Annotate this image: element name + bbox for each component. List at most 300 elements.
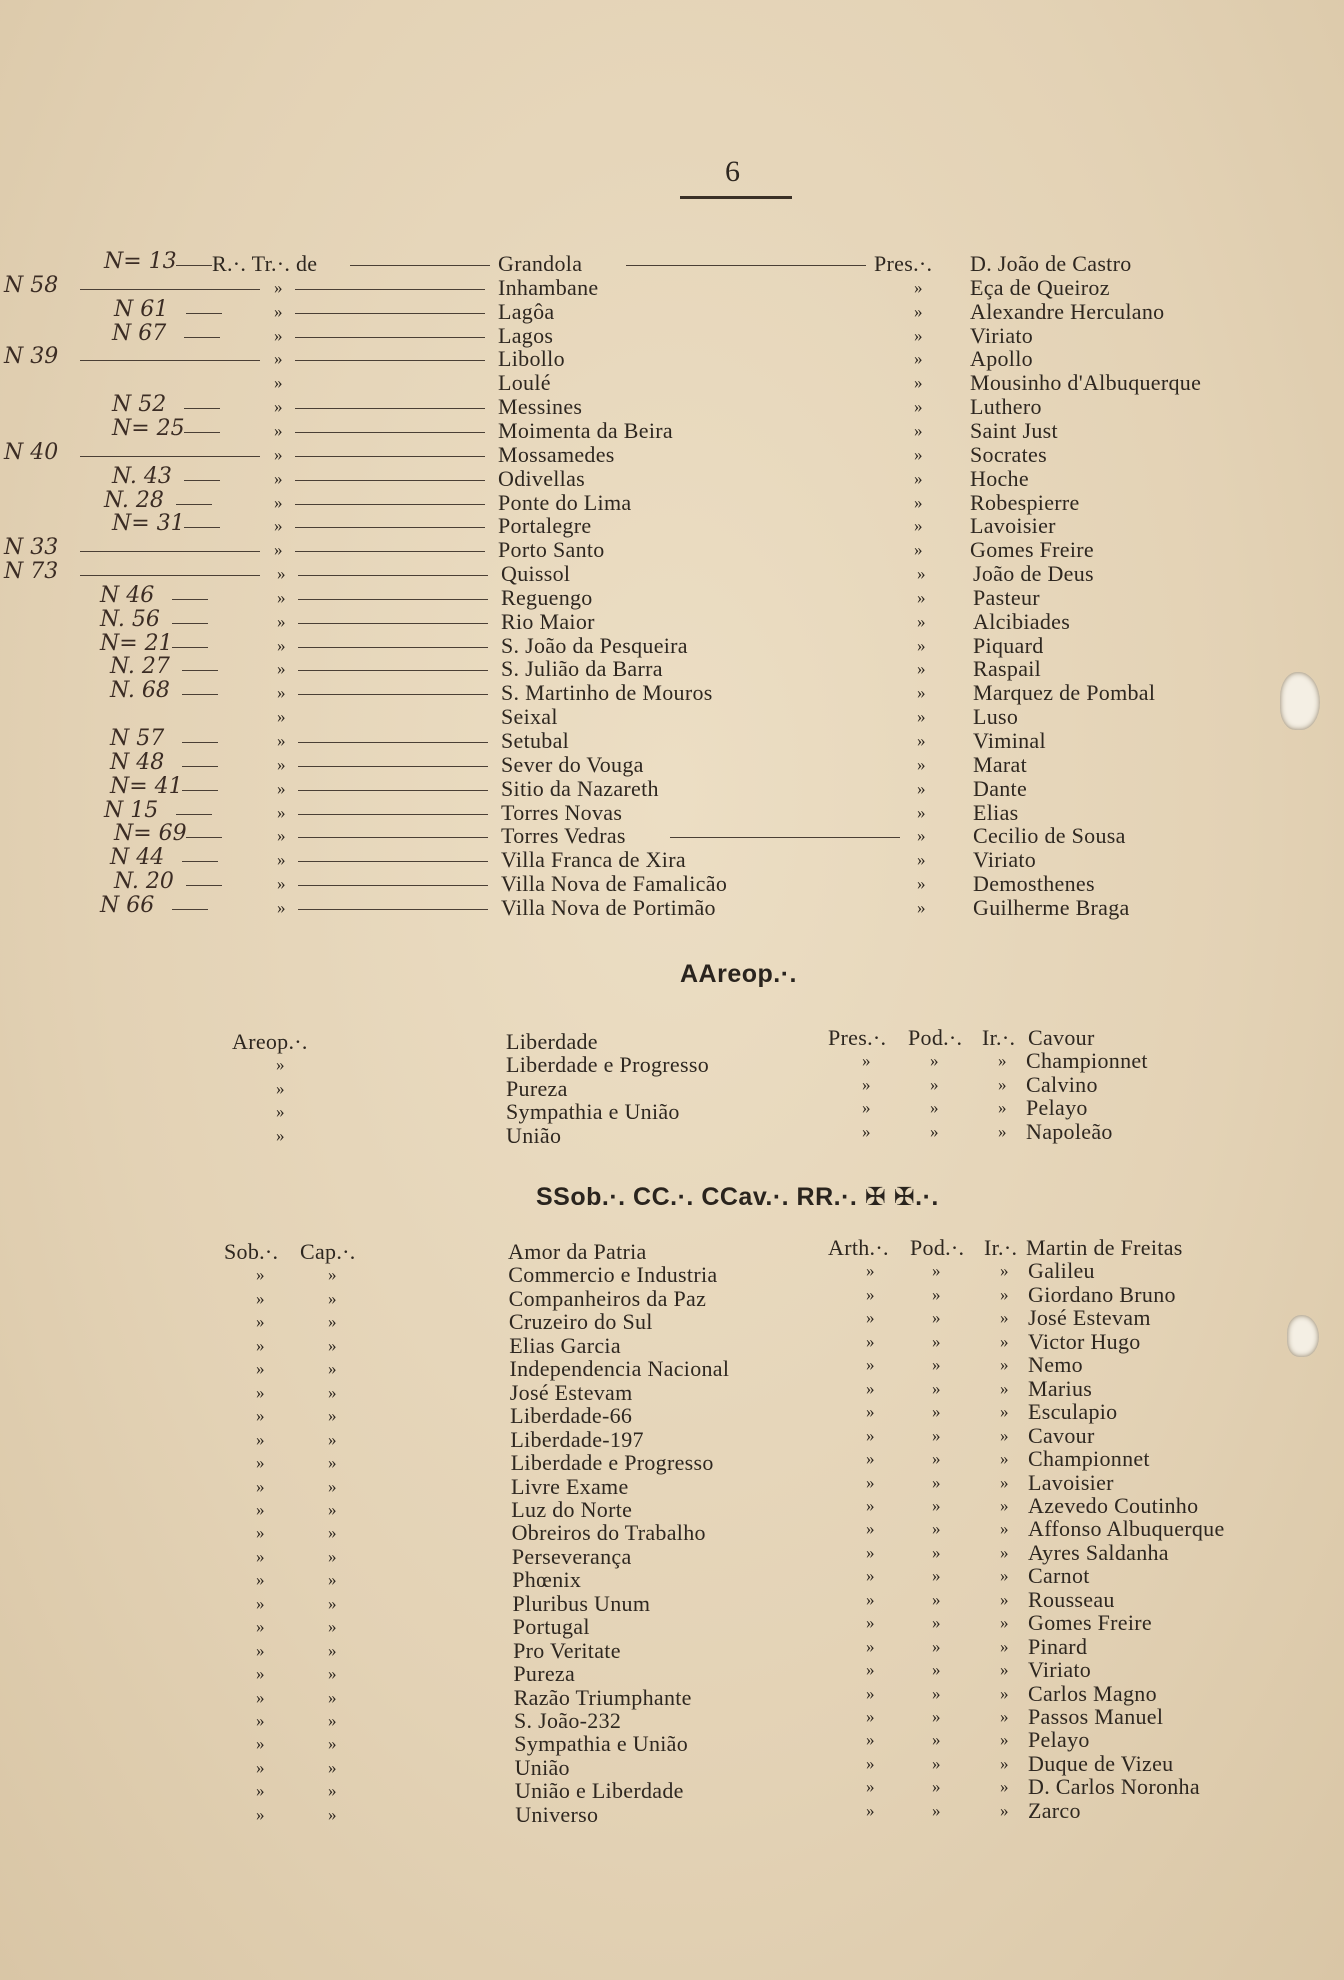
ditto-mark: »: [914, 349, 923, 368]
ditto-mark: »: [932, 1426, 941, 1445]
areop-lodge: Liberdade e Progresso: [506, 1052, 710, 1077]
ditto-mark: »: [932, 1449, 941, 1468]
ditto-mark: »: [930, 1098, 939, 1117]
ditto-mark: »: [1000, 1684, 1009, 1703]
ditto-mark: »: [256, 1289, 265, 1308]
chapter-person: Zarco: [1028, 1798, 1081, 1823]
ditto-mark: »: [914, 326, 923, 345]
ditto-mark: »: [328, 1664, 337, 1683]
leader-line: [298, 814, 488, 815]
leader-line: [298, 790, 488, 791]
ditto-mark: »: [277, 898, 286, 917]
chapter-lodge: Pluribus Unum: [512, 1591, 651, 1616]
ditto-mark: »: [276, 1055, 285, 1074]
ditto-mark: »: [866, 1730, 875, 1749]
lodge-place: Porto Santo: [498, 537, 605, 562]
ditto-mark: »: [328, 1383, 337, 1402]
ditto-mark: »: [932, 1754, 941, 1773]
leader-line: [295, 551, 485, 552]
ditto-mark: »: [866, 1566, 875, 1585]
areop-person: Napoleão: [1026, 1119, 1113, 1144]
ditto-mark: »: [328, 1805, 337, 1824]
chapter-lodge: Livre Exame: [511, 1474, 629, 1499]
ditto-mark: »: [256, 1477, 265, 1496]
lodge-header-label: R.·. Tr.·. de: [212, 251, 318, 276]
leader-line: [298, 575, 488, 576]
ditto-mark: »: [328, 1453, 337, 1472]
ditto-mark: »: [932, 1473, 941, 1492]
ditto-mark: »: [1000, 1496, 1009, 1515]
ditto-mark: »: [932, 1543, 941, 1562]
ditto-mark: »: [328, 1758, 337, 1777]
handwritten-number: N= 31: [112, 511, 185, 536]
leader-line: [298, 909, 488, 910]
pres-label: Pres.·.: [828, 1025, 887, 1050]
ditto-mark: »: [917, 659, 926, 678]
lodge-place: Sitio da Nazareth: [501, 776, 659, 801]
ditto-mark: »: [866, 1285, 875, 1304]
page-number-rule: [680, 196, 792, 199]
cap-label: Cap.·.: [300, 1239, 356, 1264]
leader-line: [295, 360, 485, 361]
areop-lodge: Liberdade: [506, 1029, 598, 1054]
leader-line: [80, 360, 260, 361]
ditto-mark: »: [930, 1075, 939, 1094]
ditto-mark: »: [932, 1285, 941, 1304]
ditto-mark: »: [328, 1617, 337, 1636]
chapter-person: José Estevam: [1028, 1305, 1151, 1330]
ditto-mark: »: [1000, 1754, 1009, 1773]
ditto-mark: »: [1000, 1308, 1009, 1327]
pod-label: Pod.·.: [910, 1235, 965, 1260]
ditto-mark: »: [256, 1688, 265, 1707]
ditto-mark: »: [866, 1777, 875, 1796]
chapter-lodge: Liberdade-66: [510, 1403, 633, 1428]
chapter-lodge: José Estevam: [509, 1380, 633, 1405]
arth-label: Arth.·.: [828, 1235, 889, 1260]
ditto-mark: »: [256, 1406, 265, 1425]
ditto-mark: »: [930, 1122, 939, 1141]
lodge-name: D. João de Castro: [970, 251, 1132, 276]
lodge-name: Hoche: [970, 466, 1029, 491]
handwritten-number-margin: N 40: [4, 440, 59, 465]
areop-person: Calvino: [1026, 1072, 1098, 1097]
lodge-name: Dante: [973, 776, 1028, 801]
ditto-mark: »: [866, 1426, 875, 1445]
lodge-place: Villa Nova de Famalicão: [501, 871, 728, 896]
ditto-mark: »: [932, 1519, 941, 1538]
leader-line: [295, 504, 485, 505]
leader-line: [670, 837, 900, 838]
lodge-name: Saint Just: [970, 418, 1058, 443]
ditto-mark: »: [914, 302, 923, 321]
ditto-mark: »: [1000, 1379, 1009, 1398]
chapter-person: Duque de Vizeu: [1028, 1751, 1174, 1776]
ditto-mark: »: [328, 1523, 337, 1542]
lodge-name: Eça de Queiroz: [970, 275, 1110, 300]
handwritten-number: N 66: [100, 893, 155, 918]
ditto-mark: »: [256, 1734, 265, 1753]
chapter-person: Rousseau: [1028, 1587, 1115, 1612]
ditto-mark: »: [932, 1613, 941, 1632]
ditto-mark: »: [274, 397, 283, 416]
handwritten-number: N= 69: [114, 821, 187, 846]
ditto-mark: »: [914, 278, 923, 297]
handwritten-number: N= 21: [100, 631, 173, 656]
ditto-mark: »: [256, 1265, 265, 1284]
areop-heading: AAreop.·.: [680, 960, 797, 988]
areop-person: Championnet: [1026, 1048, 1148, 1073]
ditto-mark: »: [866, 1707, 875, 1726]
chapter-person: Victor Hugo: [1028, 1329, 1141, 1354]
ditto-mark: »: [866, 1402, 875, 1421]
ditto-mark: »: [274, 516, 283, 535]
ditto-mark: »: [1000, 1449, 1009, 1468]
lodge-place: Libollo: [498, 346, 565, 371]
ditto-mark: »: [256, 1383, 265, 1402]
chapter-person: Gomes Freire: [1028, 1610, 1152, 1635]
leader-line: [295, 456, 485, 457]
ditto-mark: »: [862, 1051, 871, 1070]
lodge-name: Guilherme Braga: [973, 895, 1130, 920]
ditto-mark: »: [917, 850, 926, 869]
ditto-mark: »: [866, 1332, 875, 1351]
chapter-lodge: Cruzeiro do Sul: [508, 1309, 653, 1334]
ditto-mark: »: [277, 755, 286, 774]
ditto-mark: »: [914, 397, 923, 416]
handwritten-number-margin: N 58: [4, 273, 59, 298]
lodge-place: Odivellas: [498, 466, 586, 491]
lodge-name: Mousinho d'Albuquerque: [970, 370, 1202, 395]
ditto-mark: »: [866, 1660, 875, 1679]
leader-line: [80, 456, 260, 457]
ditto-mark: »: [932, 1332, 941, 1351]
leader-line: [186, 837, 222, 838]
chapter-person: Pinard: [1028, 1634, 1088, 1659]
ditto-mark: »: [256, 1594, 265, 1613]
lodge-place: Setubal: [501, 728, 570, 753]
ditto-mark: »: [274, 421, 283, 440]
chapter-lodge: Liberdade e Progresso: [510, 1450, 714, 1475]
leader-line: [176, 814, 212, 815]
ditto-mark: »: [256, 1758, 265, 1777]
handwritten-number: N= 41: [110, 774, 183, 799]
lodge-name: Luthero: [970, 394, 1042, 419]
ditto-mark: »: [277, 850, 286, 869]
ditto-mark: »: [276, 1079, 285, 1098]
leader-line: [182, 861, 218, 862]
ditto-mark: »: [256, 1523, 265, 1542]
ditto-mark: »: [256, 1711, 265, 1730]
leader-line: [184, 480, 220, 481]
ditto-mark: »: [866, 1379, 875, 1398]
lodge-name: Lavoisier: [970, 513, 1056, 538]
handwritten-number: N. 28: [104, 488, 164, 513]
handwritten-number: N= 13: [104, 249, 177, 274]
handwritten-number: N 15: [104, 798, 159, 823]
ditto-mark: »: [917, 612, 926, 631]
chapter-lodge: S. João-232: [514, 1708, 622, 1733]
ditto-mark: »: [277, 731, 286, 750]
ditto-mark: »: [917, 826, 926, 845]
ditto-mark: »: [917, 755, 926, 774]
ditto-mark: »: [866, 1754, 875, 1773]
chapter-person: Affonso Albuquerque: [1028, 1516, 1225, 1541]
chapter-lodge: Sympathia e União: [514, 1731, 689, 1756]
leader-line: [295, 480, 485, 481]
chapter-person: Galileu: [1028, 1258, 1095, 1283]
lodge-place: Ponte do Lima: [498, 490, 632, 515]
handwritten-number: N 67: [112, 321, 167, 346]
ditto-mark: »: [932, 1379, 941, 1398]
chapter-lodge: Companheiros da Paz: [508, 1286, 707, 1311]
chapter-lodge: Portugal: [512, 1614, 590, 1639]
ditto-mark: »: [866, 1473, 875, 1492]
leader-line: [295, 527, 485, 528]
leader-line: [182, 790, 218, 791]
ditto-mark: »: [917, 683, 926, 702]
chapter-person: D. Carlos Noronha: [1028, 1774, 1200, 1799]
ditto-mark: »: [932, 1355, 941, 1374]
ditto-mark: »: [932, 1777, 941, 1796]
ditto-mark: »: [328, 1641, 337, 1660]
ir-label: Ir.·.: [982, 1025, 1016, 1050]
ditto-mark: »: [932, 1684, 941, 1703]
handwritten-number: N 57: [110, 726, 165, 751]
leader-line: [298, 885, 488, 886]
lodge-name: Marquez de Pombal: [973, 680, 1156, 705]
ditto-mark: »: [274, 302, 283, 321]
pod-label: Pod.·.: [908, 1025, 963, 1050]
ditto-mark: »: [256, 1781, 265, 1800]
ditto-mark: »: [1000, 1261, 1009, 1280]
ditto-mark: »: [917, 898, 926, 917]
ditto-mark: »: [328, 1477, 337, 1496]
ditto-mark: »: [866, 1684, 875, 1703]
leader-line: [184, 337, 220, 338]
ditto-mark: »: [277, 588, 286, 607]
ditto-mark: »: [274, 373, 283, 392]
handwritten-number: N 48: [110, 750, 165, 775]
chapter-person: Azevedo Coutinho: [1028, 1493, 1199, 1518]
leader-line: [182, 670, 218, 671]
areop-label: Areop.·.: [232, 1029, 308, 1054]
ditto-mark: »: [277, 874, 286, 893]
chapter-lodge: Obreiros do Trabalho: [511, 1520, 706, 1545]
lodge-name: Socrates: [970, 442, 1047, 467]
ditto-mark: »: [277, 803, 286, 822]
ditto-mark: »: [1000, 1285, 1009, 1304]
ditto-mark: »: [256, 1500, 265, 1519]
ditto-mark: »: [256, 1359, 265, 1378]
chapter-person: Viriato: [1028, 1657, 1092, 1682]
ditto-mark: »: [1000, 1519, 1009, 1538]
ditto-mark: »: [866, 1308, 875, 1327]
pres-label: Pres.·.: [874, 251, 933, 276]
lodge-place: Moimenta da Beira: [498, 418, 673, 443]
ditto-mark: »: [914, 540, 923, 559]
handwritten-number: N 44: [110, 845, 165, 870]
ditto-mark: »: [328, 1734, 337, 1753]
ditto-mark: »: [1000, 1402, 1009, 1421]
ditto-mark: »: [932, 1660, 941, 1679]
handwritten-number: N. 43: [112, 464, 172, 489]
chapter-lodge: Pureza: [513, 1661, 576, 1686]
page-number: 6: [725, 155, 740, 188]
chapter-lodge: Pro Veritate: [513, 1638, 621, 1663]
lodge-name: Piquard: [973, 633, 1044, 658]
ditto-mark: »: [1000, 1590, 1009, 1609]
handwritten-number: N 52: [112, 392, 167, 417]
ditto-mark: »: [277, 683, 286, 702]
sob-label: Sob.·.: [224, 1239, 279, 1264]
ditto-mark: »: [277, 707, 286, 726]
leader-line: [184, 527, 220, 528]
lodge-place: Inhambane: [498, 275, 599, 300]
ir-label: Ir.·.: [984, 1235, 1018, 1260]
handwritten-number: N. 56: [100, 607, 160, 632]
lodge-name: Viminal: [973, 728, 1046, 753]
chapter-lodge: Commercio e Industria: [508, 1262, 718, 1287]
ditto-mark: »: [917, 707, 926, 726]
ditto-mark: »: [328, 1781, 337, 1800]
ditto-mark: »: [1000, 1637, 1009, 1656]
ditto-mark: »: [274, 326, 283, 345]
ditto-mark: »: [256, 1664, 265, 1683]
leader-line: [295, 337, 485, 338]
ditto-mark: »: [276, 1102, 285, 1121]
ditto-mark: »: [914, 373, 923, 392]
ditto-mark: »: [866, 1590, 875, 1609]
chapter-lodge: Perseverança: [511, 1544, 632, 1569]
ditto-mark: »: [998, 1051, 1007, 1070]
ditto-mark: »: [932, 1566, 941, 1585]
ditto-mark: »: [328, 1359, 337, 1378]
ditto-mark: »: [1000, 1332, 1009, 1351]
leader-line: [182, 694, 218, 695]
lodge-name: Cecilio de Sousa: [973, 823, 1126, 848]
ditto-mark: »: [917, 564, 926, 583]
leader-line: [186, 885, 222, 886]
ditto-mark: »: [1000, 1355, 1009, 1374]
chapter-lodge: Liberdade-197: [510, 1427, 644, 1452]
areop-person: Cavour: [1028, 1025, 1095, 1050]
ditto-mark: »: [277, 564, 286, 583]
lodge-place: Grandola: [498, 251, 583, 276]
ditto-mark: »: [256, 1805, 265, 1824]
handwritten-number-margin: N 39: [4, 344, 59, 369]
lodge-name: Raspail: [973, 656, 1042, 681]
ditto-mark: »: [277, 826, 286, 845]
leader-line: [186, 313, 222, 314]
ditto-mark: »: [1000, 1543, 1009, 1562]
lodge-place: Mossamedes: [498, 442, 615, 467]
handwritten-number: N. 27: [110, 654, 170, 679]
ditto-mark: »: [862, 1075, 871, 1094]
leader-line: [298, 861, 488, 862]
handwritten-number: N= 25: [112, 416, 185, 441]
ditto-mark: »: [866, 1355, 875, 1374]
ditto-mark: »: [866, 1801, 875, 1820]
ditto-mark: »: [917, 779, 926, 798]
chapter-person: Lavoisier: [1028, 1470, 1114, 1495]
chapter-person: Nemo: [1028, 1352, 1083, 1377]
leader-line: [298, 766, 488, 767]
lodge-place: Lagos: [498, 323, 554, 348]
ditto-mark: »: [274, 278, 283, 297]
leader-line: [295, 289, 485, 290]
handwritten-number-margin: N 33: [4, 535, 59, 560]
ditto-mark: »: [277, 659, 286, 678]
chapter-person: Esculapio: [1028, 1399, 1118, 1424]
leader-line: [182, 742, 218, 743]
ditto-mark: »: [998, 1098, 1007, 1117]
ditto-mark: »: [274, 469, 283, 488]
chapter-person: Passos Manuel: [1028, 1704, 1164, 1729]
leader-line: [298, 599, 488, 600]
leader-line: [172, 909, 208, 910]
leader-line: [80, 289, 260, 290]
ditto-mark: »: [274, 540, 283, 559]
lodge-place: Seixal: [501, 704, 558, 729]
ditto-mark: »: [1000, 1660, 1009, 1679]
leader-line: [295, 432, 485, 433]
ditto-mark: »: [932, 1637, 941, 1656]
areop-person: Pelayo: [1026, 1095, 1088, 1120]
lodge-name: Apollo: [970, 346, 1033, 371]
lodge-name: Viriato: [970, 323, 1034, 348]
ditto-mark: »: [866, 1613, 875, 1632]
ditto-mark: »: [256, 1547, 265, 1566]
lodge-name: Marat: [973, 752, 1028, 777]
lodge-name: Gomes Freire: [970, 537, 1094, 562]
lodge-name: Alcibiades: [973, 609, 1071, 634]
ditto-mark: »: [917, 803, 926, 822]
lodge-place: S. João da Pesqueira: [501, 633, 688, 658]
handwritten-number: N 61: [114, 297, 169, 322]
ditto-mark: »: [917, 874, 926, 893]
ditto-mark: »: [328, 1430, 337, 1449]
ditto-mark: »: [932, 1801, 941, 1820]
ditto-mark: »: [256, 1641, 265, 1660]
leader-line: [298, 670, 488, 671]
areop-lodge: Pureza: [506, 1076, 568, 1101]
ditto-mark: »: [256, 1570, 265, 1589]
leader-line: [184, 432, 220, 433]
lodge-place: Loulé: [498, 370, 551, 395]
lodge-place: Lagôa: [498, 299, 555, 324]
chapter-lodge: Universo: [515, 1802, 599, 1827]
chapter-lodge: União e Liberdade: [514, 1778, 684, 1803]
ditto-mark: »: [914, 445, 923, 464]
lodge-place: Reguengo: [501, 585, 593, 610]
ditto-mark: »: [1000, 1426, 1009, 1445]
leader-line: [172, 599, 208, 600]
lodge-name: Luso: [973, 704, 1019, 729]
chapter-lodge: União: [514, 1755, 570, 1780]
areop-lodge: União: [506, 1123, 562, 1148]
lodge-place: Villa Franca de Xira: [501, 847, 686, 872]
leader-line: [350, 265, 490, 266]
chapter-person: Ayres Saldanha: [1028, 1540, 1169, 1565]
chapter-lodge: Amor da Patria: [508, 1239, 647, 1264]
lodge-place: Villa Nova de Portimão: [501, 895, 716, 920]
ditto-mark: »: [328, 1336, 337, 1355]
lodge-place: Quissol: [501, 561, 571, 586]
ditto-mark: »: [930, 1051, 939, 1070]
chapter-person: Giordano Bruno: [1028, 1282, 1176, 1307]
leader-line: [298, 694, 488, 695]
